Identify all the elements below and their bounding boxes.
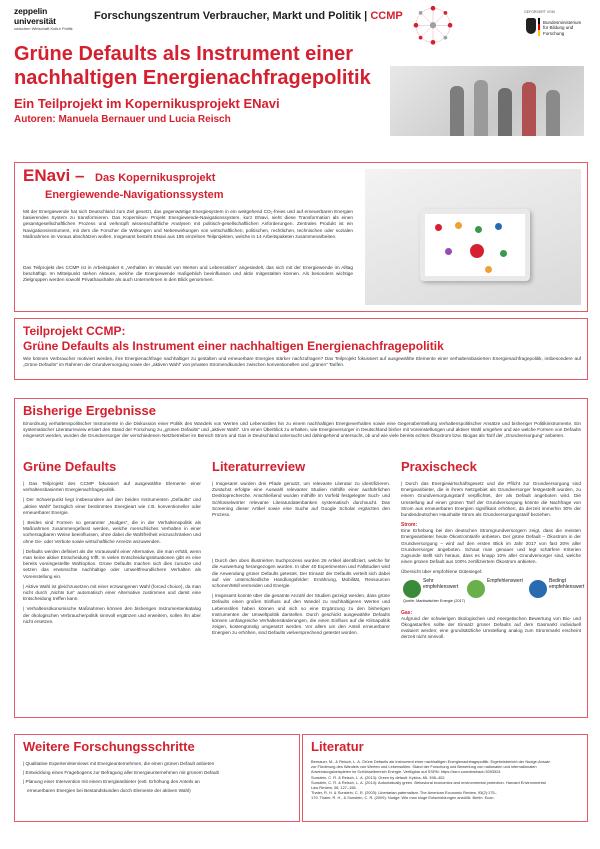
seal-recommended: Empfehlenswert: [487, 577, 523, 584]
green-defaults-para: | Aktive Wahl ist gleichzusetzen mit einer erzwungenen Wahl (forced choice), da man nicht durch „Nichts tun“ automatisch einer Alternative zustimmen und damit eine Entscheidung treffen kann.: [23, 583, 201, 602]
reference-item: Thaler, R. H. & Sunstein, C. R. (2003): Libertarian paternalism. The American Economic Review, 93(2):175–: [311, 790, 497, 796]
results-intro: Einordnung verhaltenspolitischer Instrumente in die Diskussion einer Politik des Wandels von Werten und Lebensstilen hin zu einem nachhaltigen Energieverhalten sowie eine Gegenüberstellung verhaltenspolitischer Ansätze und bisheriger Politikinstrumente. Ein systematischer Literaturreview erüiert den Stand der Forschung zu „grünen Defaults“ und „aktiver Wahl“. Um einen Überblick zu erhalten, wie Energieversorger in Deutschland bisher mit Voreinstellungen und aktiver Wahl umgehen und wie welche Formen von Defaults eingesetzt werden, wurden die Grundversorger der verschiedenen Netzbetreiber im Bereich Strom und Gas in Deutschland untersucht und dahingehend untersucht, ob und wie viele bereits echten Ökostrom bzw. Biogas als Tarif der „Grundversorgung“ anbieten.: [23, 421, 581, 439]
reference-item: Bernauer, M., & Reisch, L. A. Grüne Defaults als Instrument einer nachhaltigen Energienachfragepolitik. Ergebnisbericht der Nudge-Ansatz: [311, 759, 550, 764]
seal-source: Quelle: Marktwächter Energie (2017): [403, 598, 466, 603]
literature-review-para: | Durch den oben illustrierten Suchprozess wurden 26 Artikel identifiziert, welche für die Auswertung herangezogen wurden. In über 40 Experimenten und Fallstudien wird die Anwendung grüner Defaults getestet. Der Einsatz der Defaults verteilt sich dabei auf vier unterschiedliche Handlungsfelder: Ernährung, Mobilität, Ressourcen schonen/Müll vermeiden und Energie.: [212, 558, 390, 589]
enavi-title-line2: Energiewende-Navigationssystem: [45, 189, 224, 201]
practice-check-intro: | Durch das Energiewirtschaftsgesetz und die Pflicht zur Grundversorgung sind Energieanbieter, die in ihrem Netzgebiet als Grundversorger festgestellt wurden, zu einem Grundversorgungstarif verpflichtet, der als Default angeboten wird. Die Umstellung auf einen grünen Tarif der Grundversorgung könnte die Nachfrage von Strom aus erneuerbaren Energien signifikant erhöhen, da derzeit immerhin 30% der bundesdeutschen Haushalte Strom als Grundversorgungstarif beziehen.: [401, 481, 581, 518]
ccmp-title: Teilprojekt CCMP:: [23, 324, 126, 338]
results-title: Bisherige Ergebnisse: [23, 403, 156, 418]
enavi-title-line1: Das Kopernikusprojekt: [95, 172, 216, 184]
further-research-title: Weitere Forschungsschritte: [23, 739, 195, 754]
literature-review-para: | Insgesamt wurden drei Pfade genutzt, um relevante Literatur zu identifizieren. Zunächst erfolgte eine Auswahl relevanter Studien mithilfe einer ausführlichen Desktoprecherche. Anschließend wurden mithilfe im Vorfeld festgelegter Such- und Schlüsselwörter relevante Literaturdatenbanken systematisch durchsucht. Das Screening dieser Artikel sowie eine Suche auf Google Scholar ergänzten den Prozess.: [212, 481, 390, 518]
green-defaults-column: [23, 481, 201, 629]
center-short: CCMP: [370, 10, 403, 22]
literature-section: [302, 734, 588, 822]
reference-item: Sunstein, C. R. & Reisch, L. A. (2014): Automatically green. Behavioral economics and environmental protection. Harvard Environmental: [311, 779, 546, 785]
logo-line1: zeppelin universität: [14, 6, 56, 26]
tablet-illustration: [365, 169, 581, 305]
literature-title: Literatur: [311, 739, 364, 754]
tuev-seal-icon: [529, 580, 547, 598]
results-section: [14, 398, 588, 718]
bmbf-tag: GEFÖRDERT VOM: [524, 10, 555, 14]
further-research-section: [14, 734, 300, 822]
list-item: | Qualitative Experteninterviews mit Energieunternehmen, die einen grünen Default anbieten: [23, 761, 215, 766]
strom-text: Eine Erhebung bei den deutschen Stromgrundversorgern zeigt, dass die meisten Energieanbieter heute Ökostromtarife anbieten. Der grüne Default – Ökostrom in der Grundversorgung – wird auf den ersten Blick im Jahr 2017 von fast 20% aller Grundversorger angeboten. Schaut man genauer und legt schärfere Kriterien zugrunde stellt sich heraus, dass es knapp 10% aller Grundversorger sind, welche einen grünen Default aus 100% zertifiziertem Ökostrom anbieten.: [401, 528, 581, 565]
reference-item: zur Förderung des Wandels von Werten und Lebensstilen. Stand der Forschung und Bewertung von nationalen und internationalen: [311, 764, 537, 770]
practice-check-column: [401, 481, 585, 640]
center-name: Forschungszentrum Verbraucher, Markt und Politik |: [94, 10, 368, 22]
enavi-paragraph-1: Mit der Energiewende hat sich Deutschland zum Ziel gesetzt, das gegenwärtige Energiesystem in ein weitgehend CO₂-freies und auf erneuerbaren Energien basierendes System zu transformieren. Das Kopernikus- Projekt Energiewende-Navigationssystem, kurz ENavi, sieht diese Transformation als einen gesamtgesellschaftlichen Prozess und verknüpft wissenschaftliche Analysen mit politisch-gesellschaftlichen Anforderungen. Zentrales Produkt ist ein Navigationsinstrument, mit dem die Forscher die Wirkungen und Nebenwirkungen von wirtschaftlichen, politischen, rechtlichen, technischen oder sozialen Maßnahmen im Voraus abschätzen wollen. Insgesamt besteht ENavi aus 195 einzelnen Teilprojekten, welche in 14 Arbeitspaketen zusammenarbeiten.: [23, 209, 353, 239]
reference-item: Law Review, 38, 127–158.: [311, 785, 357, 791]
bmbf-name: Bundesministerium für Bildung und Forschung: [543, 20, 582, 36]
gruener-strom-seal-icon: [467, 580, 485, 598]
green-defaults-para: | Der Schwerpunkt liegt insbesondere auf den beiden Instrumenten „Defaults“ und „aktive Wahl“ bezüglich einer bestimmten Energieart wie z.B. konventioneller oder erneuerbarer Energie.: [23, 497, 201, 515]
tablet-screen: [420, 209, 530, 281]
literature-review-para: | Insgesamt konnte über die gesamte Anzahl der Studien gezeigt werden, dass grüne Defaults einen großen Einfluss auf den Wandel zu nachhaltigeren Werten und Lebensstilen haben können und sich so eine Ergänzung zu den bisherigen Instrumenten der Umweltpolitik darstellen. Durch geschickt ausgewählte Defaults können umfangreiche Verhaltensänderungen, die einen Einfluss auf die Klimapolitik zeigen, kostengünstig umgesetzt werden. Vor allem um den Anteil erneuerbarer Energien zu erhöhen, sind Defaults vielversprechend getestet worden.: [212, 593, 390, 636]
ccmp-project-title: Grüne Defaults als Instrument einer nachhaltigen Energienachfragepolitik: [23, 339, 444, 353]
enavi-paragraph-2: Das Teilprojekt des CCMP ist in Arbeitspaket 6 „Verhalten im Wandel von Werten und Lebensstilen“ angesiedelt, das sich mit der Energiewende im Alltag beschäftigt. Im Mittelpunkt stehen Akteure, welche die Energiewende maßgeblich beeinflussen und aktiv mitgestalten können. Als besonders wichtige Zielgruppen werden sowohl Privathaushalte als auch Unternehmen in den Blick genommen.: [23, 265, 353, 283]
list-item: | Entwicklung eines Fragebogens zur Befragung aller Energieunternehmen mit grünem Default: [23, 770, 219, 775]
green-defaults-para: | Das Teilprojekt des CCMP fokussiert auf ausgewählte Elemente einer verhaltensbasierten Energienachfragepolitik.: [23, 481, 201, 493]
research-center-name: [94, 10, 403, 22]
literature-review-column: [212, 481, 390, 641]
reference-item: 179. Thaler, R. H., & Sunstein, C. R. (2009). Nudge: Wie man kluge Entscheidungen anstößt. Berlin: Econ.: [311, 795, 495, 801]
gas-text: Aufgrund der schwierigen ökologischen und energetischen Bewertung von Bio- und Ökogastarifen sollte der Einsatz grüner Defaults auf dem Gasmarkt individuell evaluiert werden; eine grundsätzliche Umstellung analog zum Strommarkt erscheint derzeit nicht sinnvoll.: [401, 615, 581, 640]
bmbf-logo: [524, 10, 586, 36]
practice-check-title: Praxischeck: [401, 459, 477, 474]
header: [14, 6, 586, 40]
green-defaults-para: | Verhaltensökonomische Maßnahmen können den bisherigen Instrumentenkatalog der ökologischen Verbraucherpolitik sinnvoll ergänzen und erweitern, sollen ihn aber nicht ersetzen.: [23, 606, 201, 624]
green-defaults-para: | Beides sind Formen so genannter „Nudges“, die in der Verhaltenspolitik als Maßnahmen zusammengefasst werden, welche menschliches Verhalten in einer vorhersagbaren Weise beeinflussen, ohne dabei die Wahlfreiheit einzuschränken und ohne Ge- oder Verbote sowie wirtschaftliche Anreize anzuwenden.: [23, 520, 201, 544]
green-defaults-para: | Defaults werden definiert als die Vorauswahl einer Alternative, die man erhält, wenn man keine aktive Entscheidung trifft. In vielen Entscheidungssituationen gibt es eine bereits voreingestellte Wahloption. Grüne Defaults machen sich dies zunutze und setzen das erwünschte nachhaltige oder umweltfreundlichere Verhalten als Voreinstellung ein.: [23, 548, 201, 579]
poster-subtitle: Ein Teilprojekt im Kopernikusprojekt ENavi: [14, 96, 280, 111]
seal-very-recommended: Sehr empfehlenswert: [423, 577, 459, 590]
poster-title: Grüne Defaults als Instrument einer nachhaltigen Energienachfragepolitik: [14, 43, 371, 89]
green-defaults-title: Grüne Defaults: [23, 459, 117, 474]
logo-line2: zwischen Wirtschaft Kultur Politik: [14, 26, 73, 31]
flag-icon: [538, 18, 540, 36]
list-item: | Planung einer Intervention mit einem Energieanbieter (evtl. Erhöhung des Anteils an: [23, 779, 200, 784]
literature-list: [311, 759, 581, 801]
seals-row: [401, 577, 585, 606]
ccmp-section: [14, 318, 588, 380]
ok-power-seal-icon: [403, 580, 421, 598]
list-item: erneuerbaren Energien bei Bestandskunden durch Elemente der aktiven Wahl): [27, 788, 191, 793]
ccmp-text: Wie können Verbraucher motiviert werden, ihre Energienachfrage nachhaltiger zu gestalten und erneuerbare Energien stärker nachzufragen? Das Teilprojekt fokussiert auf ausgewählte Elemente einer verhaltensbasierten Energienachfragepolitik, insbesondere auf „Grüne Defaults“ im Rahmen der Grundversorgung sowie der „aktiven Wahl“ von privaten Stromendkunden zwischen konventionellen und „grünen“ Tarifen.: [23, 356, 581, 368]
poster-authors: Autoren: Manuela Bernauer und Lucia Reisch: [14, 114, 231, 125]
enavi-title: ENavi –: [23, 166, 85, 185]
gas-label: Gas:: [401, 609, 413, 616]
reference-item: Sunstein, C. R. & Reisch, L. A. (2013): Green by default. Kyklos, 66, 398–402.: [311, 774, 446, 780]
eagle-icon: [526, 18, 536, 34]
further-research-list: [23, 759, 293, 795]
meeting-photo: [390, 66, 584, 136]
university-logo: [14, 6, 84, 31]
seals-label: Übersicht über empfohlene Gütesiegel:: [401, 569, 483, 575]
reference-item: Anwendungsbeispielen im Schlüsselbereich Energie. Verfügbar auf SSRN: https://ssrn.com/abstract=3093524: [311, 769, 501, 775]
literature-review-title: Literaturreview: [212, 459, 306, 474]
strom-label: Strom:: [401, 522, 418, 529]
enavi-section: [14, 162, 588, 312]
seal-conditionally-recommended: Bedingt empfehlenswert: [549, 577, 585, 590]
